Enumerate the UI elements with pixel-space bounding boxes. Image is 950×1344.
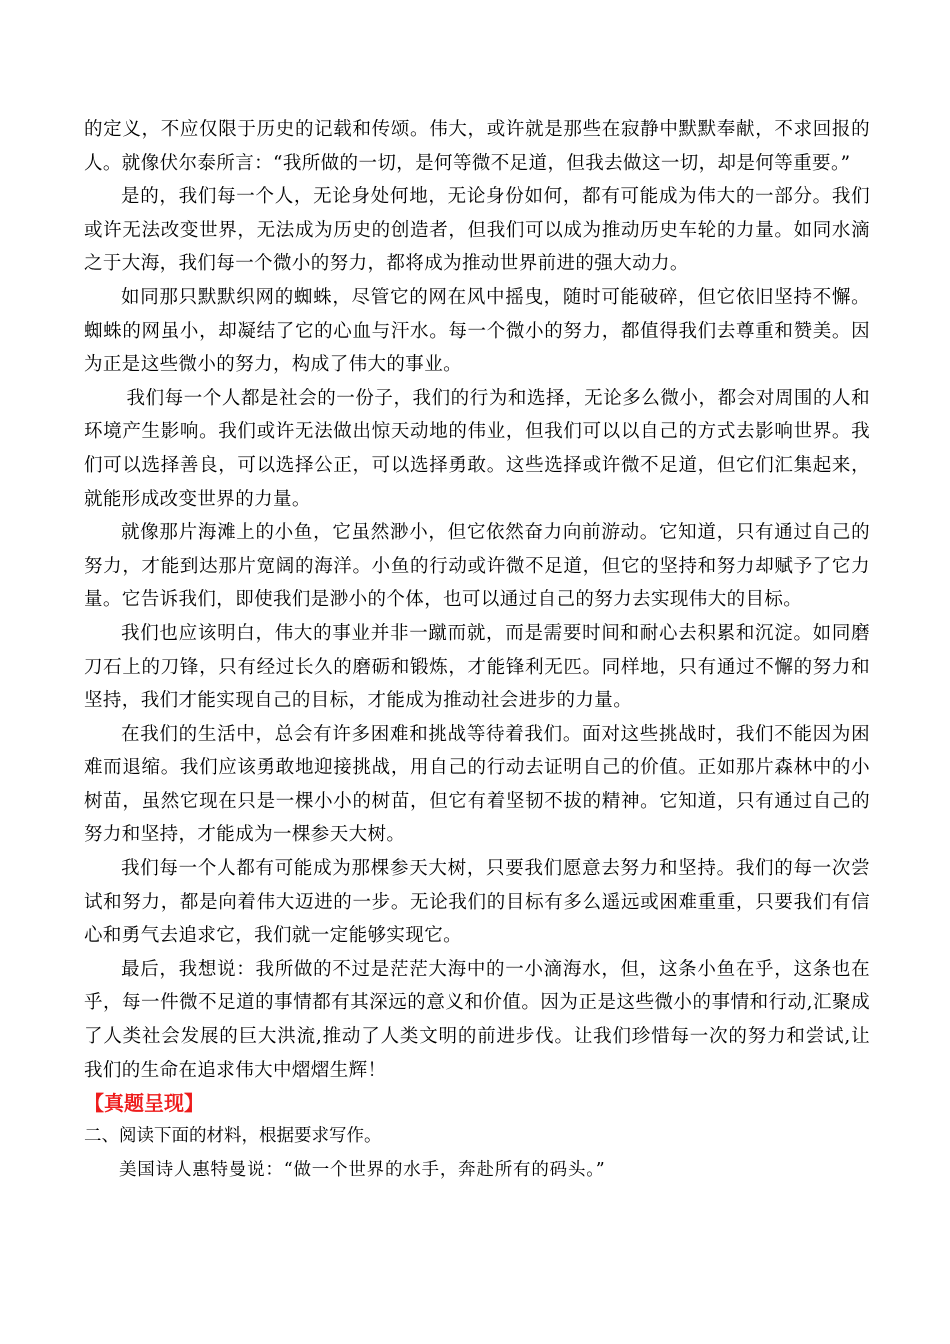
material-quote: 美国诗人惠特曼说：“做一个世界的水手，奔赴所有的码头。” xyxy=(119,1160,606,1181)
document-page xyxy=(84,113,870,1187)
essay-paragraph-7: 在我们的生活中，总会有许多困难和挑战等待着我们。面对这些挑战时，我们不能因为困难而退缩。我们应该勇敢地迎接挑战，用自己的行动去证明自己的价值。正如那片森林中的小树苗，虽然它现在只是一棵小小的树苗，但它有着坚韧不拔的精神。它知道，只有通过自己的努力和坚持，才能成为一棵参天大树。 xyxy=(84,723,870,846)
section-heading: 【真题呈现】 xyxy=(84,1091,204,1116)
essay-paragraph-3: 如同那只默默织网的蜘蛛，尽管它的网在风中摇曳，随时可能破碎，但它依旧坚持不懈。蜘蛛的网虽小，却凝结了它的心血与汗水。每一个微小的努力，都值得我们去尊重和赞美。因为正是这些微小的努力，构成了伟大的事业。 xyxy=(84,286,870,376)
essay-paragraph-6: 我们也应该明白，伟大的事业并非一蹴而就，而是需要时间和耐心去积累和沉淀。如同磨刀石上的刀锋，只有经过长久的磨砺和锻炼，才能锋利无匹。同样地，只有通过不懈的努力和坚持，我们才能实现自己的目标，才能成为推动社会进步的力量。 xyxy=(84,622,870,712)
essay-paragraph-4: 我们每一个人都是社会的一份子，我们的行为和选择，无论多么微小，都会对周围的人和环境产生影响。我们或许无法做出惊天动地的伟业，但我们可以以自己的方式去影响世界。我们可以选择善良，可以选择公正，可以选择勇敢。这些选择或许微不足道，但它们汇集起来，就能形成改变世界的力量。 xyxy=(84,387,870,510)
essay-paragraph-5: 就像那片海滩上的小鱼，它虽然渺小，但它依然奋力向前游动。它知道，只有通过自己的努力，才能到达那片宽阔的海洋。小鱼的行动或许微不足道，但它的坚持和努力却赋予了它力量。它告诉我们，即使我们是渺小的个体，也可以通过自己的努力去实现伟大的目标。 xyxy=(84,522,870,611)
essay-paragraph-8: 我们每一个人都有可能成为那棵参天大树，只要我们愿意去努力和坚持。我们的每一次尝试和努力，都是向着伟大迈进的一步。无论我们的目标有多么遥远或困难重重，只要我们有信心和勇气去追求它，我们就一定能够实现它。 xyxy=(84,858,870,947)
question-prompt: 二、阅读下面的材料，根据要求写作。 xyxy=(84,1126,382,1147)
essay-paragraph-9: 最后，我想说：我所做的不过是茫茫大海中的一小滴海水，但，这条小鱼在乎，这条也在乎，每一件微不足道的事情都有其深远的意义和价值。因为正是这些微小的事情和行动,汇聚成了人类社会发展的巨大洪流,推动了人类文明的前进步伐。让我们珍惜每一次的努力和尝试,让我们的生命在追求伟大中熠熠生辉！ xyxy=(84,958,870,1081)
essay-paragraph-1: 的定义，不应仅限于历史的记载和传颂。伟大，或许就是那些在寂静中默默奉献，不求回报的人。就像伏尔泰所言：“我所做的一切，是何等微不足道，但我去做这一切，却是何等重要。” xyxy=(84,119,870,174)
essay-paragraph-2: 是的，我们每一个人，无论身处何地，无论身份如何，都有可能成为伟大的一部分。我们或许无法改变世界，无法成为历史的创造者，但我们可以成为推动历史车轮的力量。如同水滴之于大海，我们每一个微小的努力，都将成为推动世界前进的强大动力。 xyxy=(84,186,870,275)
